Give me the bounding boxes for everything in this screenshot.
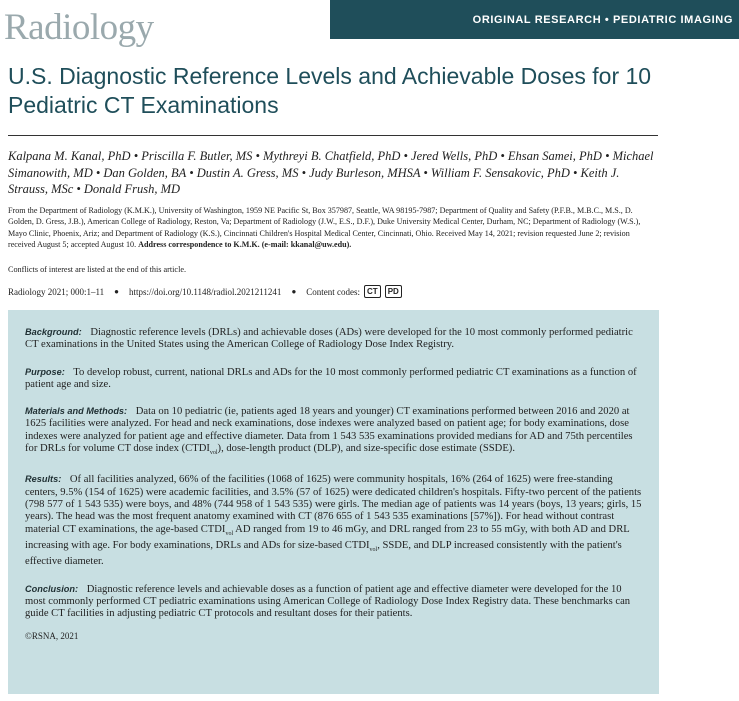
article-title: U.S. Diagnostic Reference Levels and Achievable Doses for 10 Pediatric CT Examinations <box>8 63 652 118</box>
content-codes-label: Content codes: <box>306 286 361 297</box>
section-label: ORIGINAL RESEARCH • PEDIATRIC IMAGING <box>472 13 733 26</box>
background-label: Background: <box>25 327 82 337</box>
conflicts-note: Conflicts of interest are listed at the end of this article. <box>8 265 187 274</box>
purpose-label: Purpose: <box>25 366 65 377</box>
abstract-purpose: Purpose: To develop robust, current, national DRLs and ADs for the 10 most commonly performed pediatric CT examinations as a function of patient age and size. <box>25 366 637 390</box>
abstract-conclusion: Conclusion: Diagnostic reference levels and achievable doses as a function of patient age and effective diameter were developed for the 10 most commonly performed CT pediatric examinations using American College of Radiology Dose Index Registry data. These benchmarks can guide CT facilities in adjusting pediatric CT protocols and resultant doses for their patients. <box>25 583 631 620</box>
affiliation-text: From the Department of Radiology (K.M.K.), University of Washington, 1959 NE Pacific St, Box 357987, Seattle, WA 98195-7987; Department of Quality and Safety (P.F.B., M.B.C., M.S., D. Golden, D. Gress, J.B.), American College of Radiology, Reston, Va; Department of Radiology (J.W., E.S., D.F.), Duke University Medical Center, Durham, NC; Department of Radiology (W.S.), Mayo Clinic, Phoenix, Ariz; and Department of Radiology (K.S.), Cincinnati Children's Hospital Medical Center, Cincinnati, Ohio. Received May 14, 2021; revision requested June 2; revision received August 5; accepted August 10. <box>8 206 641 249</box>
citation-ref: Radiology 2021; 000:1–11 <box>8 286 105 297</box>
abstract-box <box>8 310 659 694</box>
affiliations <box>8 205 658 250</box>
results-label: Results: <box>25 474 62 485</box>
abstract-methods: Materials and Methods: Data on 10 pediatric (ie, patients aged 18 years and younger) CT examinations performed between 2016 and 2020 at 1625 facilities were analyzed. For head and neck examinations, dose indexes were analyzed based on patient age; for body examinations, dose indexes were analyzed for patient age and effective diameter. Data from 1 543 535 examinations provided medians for AD and 75th percentiles for DRLs for volume CT dose index $(CTDI_{vol})$, dose-length product (DLP), and size-specific dose estimate (SSDE). <box>25 406 633 457</box>
doi-link[interactable]: https://doi.org/10.1148/radiol.2021211241 <box>129 286 282 297</box>
title-divider <box>8 135 658 136</box>
correspondence: Address correspondence to K.M.K. (e-mail: kkanal@uw.edu). <box>138 239 352 249</box>
conclusion-label: Conclusion: <box>25 583 79 594</box>
citation-line <box>8 285 402 298</box>
copyright: ©RSNA, 2021 <box>25 630 79 641</box>
bullet-separator: ● <box>114 287 120 296</box>
content-code-pd[interactable]: PD <box>385 285 402 298</box>
journal-logo: Radiology <box>4 7 154 48</box>
author-list: Kalpana M. Kanal, PhD • Priscilla F. Butler, MS • Mythreyi B. Chatfield, PhD • Jered Wells, PhD • Ehsan Samei, PhD • Michael Simanowith, MD • Dan Golden, BA • Dustin A. Gress, MS • Judy Burleson, MHSA • William F. Sensakovic, PhD • Keith J. Strauss, MSc • Donald Frush, MD <box>8 149 654 196</box>
content-code-ct[interactable]: CT <box>364 285 381 298</box>
bullet-separator: ● <box>291 287 297 296</box>
abstract-results: Results: Of all facilities analyzed, 66% of the facilities (1068 of 1625) were community hospitals, 16% (264 of 1625) were free-standing centers, 9.5% (154 of 1625) were academic facilities, and 3.5% (57 of 1625) were dedicated children's hospitals. Fifty-two percent of the patients (798 577 of 1 543 535) were boys, and 48% (744 958 of 1 543 535) were girls. The median age of patients was 14 years (boys, 13 years; girls, 15 years). The head was the most frequent anatomy examined with CT (876 655 of 1 543 535 examinations [57%]). For head without contrast material CT examinations, the age-based $CTDI_{vol}$ AD ranged from 19 to 46 mGy, and DRL ranged from 23 to 55 mGy, with both AD and DRL increasing with age. For body examinations, DRLs and ADs for size-based $CTDI_{vol}$, SSDE, and DLP increased consistently with the patient's effective diameter. <box>25 474 642 568</box>
abstract-background: Background: Diagnostic reference levels (DRLs) and achievable doses (ADs) were developed for the 10 most commonly performed pediatric CT examinations in the United States using the American College of Radiology Dose Index Registry. <box>25 327 633 351</box>
section-banner <box>330 0 739 39</box>
methods-label: Materials and Methods: <box>25 406 128 417</box>
